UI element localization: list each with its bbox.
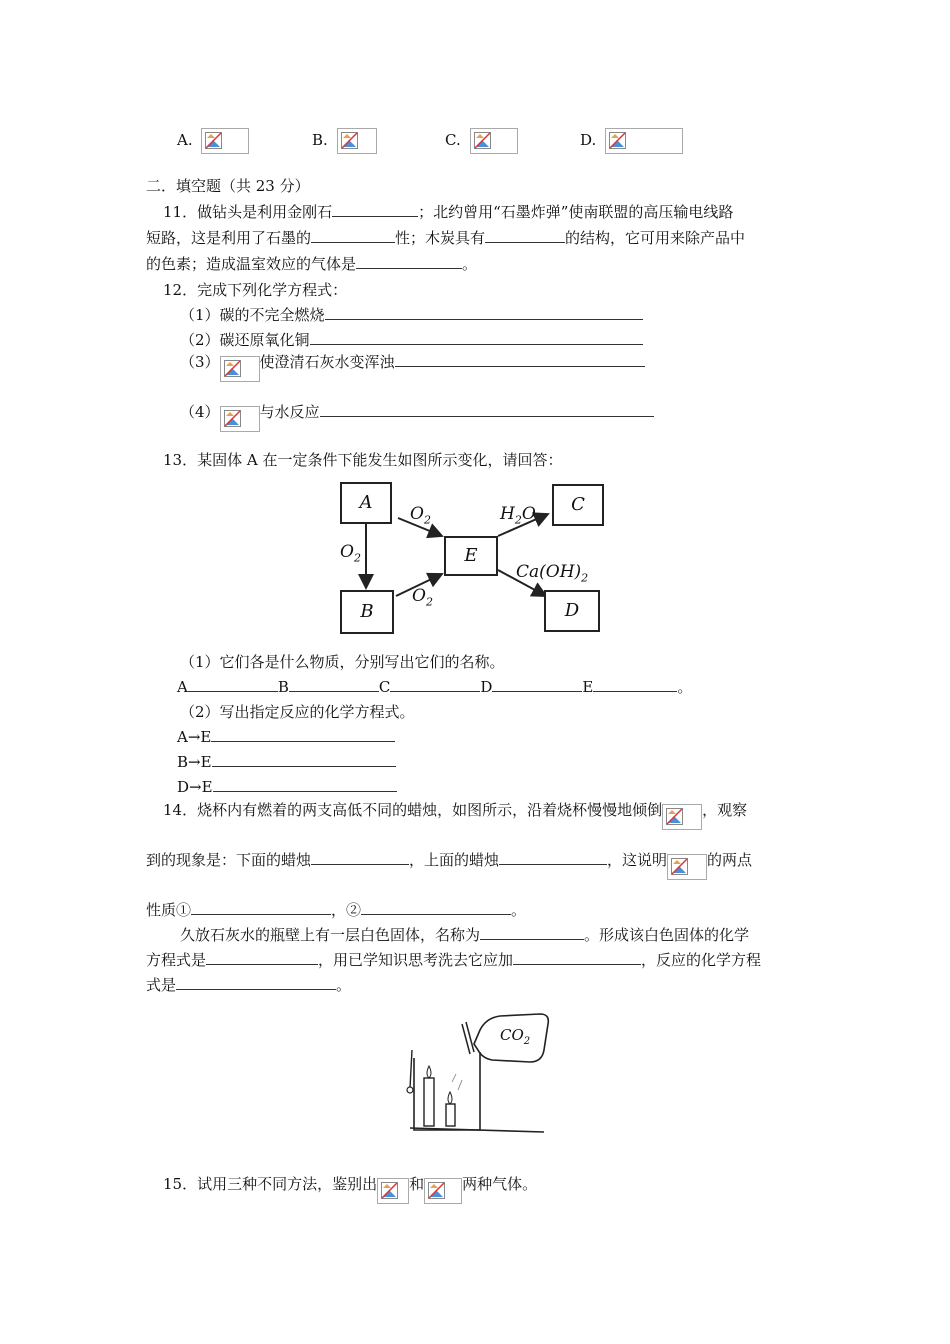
subscript: 2 bbox=[353, 551, 361, 565]
q14-text: 性质① bbox=[146, 901, 192, 919]
eq-label: B→E bbox=[177, 753, 212, 771]
q12-text: （1）碳的不完全燃烧 bbox=[180, 306, 325, 324]
answer-blank[interactable] bbox=[212, 752, 396, 767]
option-d bbox=[580, 128, 683, 154]
node-b: B bbox=[340, 590, 394, 634]
broken-image-icon bbox=[201, 128, 249, 154]
q12-item4 bbox=[180, 402, 654, 432]
q14-text: ，② bbox=[331, 901, 362, 919]
answer-blank[interactable] bbox=[310, 330, 643, 345]
subscript: 2 bbox=[423, 513, 431, 527]
q11-text: 11．做钻头是利用金刚石 bbox=[163, 203, 333, 221]
answer-blank[interactable] bbox=[188, 677, 278, 692]
q14-text: ，上面的蜡烛 bbox=[409, 851, 500, 869]
q11-line3 bbox=[146, 254, 477, 274]
answer-blank[interactable] bbox=[513, 950, 641, 965]
q12-item1 bbox=[180, 305, 643, 325]
q14-line2 bbox=[146, 850, 752, 880]
q13-names bbox=[177, 677, 692, 697]
answer-blank[interactable] bbox=[320, 402, 654, 417]
name-label: A bbox=[177, 678, 188, 696]
broken-image-icon bbox=[667, 854, 707, 880]
broken-image-icon bbox=[470, 128, 518, 154]
q11-text: 。 bbox=[462, 255, 478, 273]
answer-blank[interactable] bbox=[176, 975, 336, 990]
answer-blank[interactable] bbox=[311, 228, 395, 243]
q13-sub1: （1）它们各是什么物质，分别写出它们的名称。 bbox=[180, 653, 505, 671]
option-c-label: C. bbox=[445, 131, 461, 149]
q12-text: 与水反应 bbox=[259, 403, 320, 421]
q11-text: ；北约曾用“石墨炸弹”使南联盟的高压输电线路 bbox=[418, 203, 734, 221]
label-o2-top bbox=[410, 504, 431, 526]
answer-blank[interactable] bbox=[499, 850, 607, 865]
q14-text: 。形成该白色固体的化学 bbox=[584, 926, 750, 944]
answer-blank[interactable] bbox=[485, 228, 565, 243]
q13-eq1 bbox=[177, 727, 395, 747]
label-caoh2 bbox=[516, 562, 588, 584]
q12-text: 使澄清石灰水变浑浊 bbox=[259, 353, 395, 371]
option-a bbox=[177, 128, 249, 154]
answer-blank[interactable] bbox=[206, 950, 318, 965]
q14-text: ，用已学知识思考洗去它应加 bbox=[318, 951, 514, 969]
answer-blank[interactable] bbox=[593, 677, 677, 692]
answer-blank[interactable] bbox=[191, 900, 331, 915]
broken-image-icon bbox=[377, 1178, 409, 1204]
label-o-text: O bbox=[521, 504, 536, 524]
node-e: E bbox=[444, 536, 498, 576]
q14-text: 式是 bbox=[146, 976, 177, 994]
label-o2-bottom bbox=[412, 586, 433, 608]
q14-text: 到的现象是：下面的蜡烛 bbox=[146, 851, 312, 869]
q12-text: （4） bbox=[180, 403, 220, 421]
answer-blank[interactable] bbox=[325, 305, 643, 320]
q12-item3 bbox=[180, 352, 645, 382]
q14-line3 bbox=[146, 900, 526, 920]
name-label: 。 bbox=[677, 678, 693, 696]
option-a-label: A. bbox=[177, 131, 193, 149]
q14-text: 。 bbox=[336, 976, 352, 994]
q11-line1 bbox=[163, 202, 733, 222]
label-h-text: H bbox=[500, 504, 515, 524]
name-label: D bbox=[480, 678, 493, 696]
name-label: C bbox=[378, 678, 391, 696]
section-title: 二．填空题（共 23 分） bbox=[146, 177, 310, 195]
co2-pouring-illustration bbox=[400, 1010, 550, 1140]
q15-text: 和 bbox=[409, 1175, 425, 1193]
eq-label: D→E bbox=[177, 778, 213, 796]
node-d: D bbox=[544, 590, 600, 632]
answer-blank[interactable] bbox=[311, 850, 409, 865]
label-o2-text: O bbox=[410, 504, 424, 524]
q11-text: 性；木炭具有 bbox=[395, 229, 486, 247]
q12-text: （3） bbox=[180, 353, 220, 371]
option-d-label: D. bbox=[580, 131, 597, 149]
q13-title: 13．某固体 A 在一定条件下能发生如图所示变化，请回答： bbox=[163, 451, 563, 469]
answer-blank[interactable] bbox=[492, 677, 582, 692]
q14-text: 。 bbox=[511, 901, 527, 919]
subscript: 2 bbox=[581, 571, 589, 585]
q15-text: 15．试用三种不同方法，鉴别出 bbox=[163, 1175, 378, 1193]
answer-blank[interactable] bbox=[211, 727, 395, 742]
answer-blank[interactable] bbox=[390, 677, 480, 692]
q11-text: 的结构，它可用来除产品中 bbox=[565, 229, 746, 247]
subscript: 2 bbox=[523, 1036, 531, 1047]
answer-blank[interactable] bbox=[332, 202, 418, 217]
label-h2o bbox=[500, 504, 536, 526]
option-b bbox=[312, 128, 377, 154]
answer-blank[interactable] bbox=[361, 900, 511, 915]
q15-line bbox=[163, 1174, 537, 1204]
broken-image-icon bbox=[605, 128, 683, 154]
broken-image-icon bbox=[337, 128, 377, 154]
q14-text: ，观察 bbox=[702, 801, 748, 819]
q14-text: ，反应的化学方程 bbox=[641, 951, 762, 969]
reaction-diagram bbox=[330, 478, 610, 638]
q12-title: 12．完成下列化学方程式： bbox=[163, 281, 348, 299]
bottle-label bbox=[500, 1026, 530, 1047]
node-a: A bbox=[340, 482, 392, 524]
answer-blank[interactable] bbox=[289, 677, 379, 692]
q14-para-line2 bbox=[146, 950, 761, 970]
q14-line1 bbox=[163, 800, 747, 830]
q14-text: 14．烧杯内有燃着的两支高低不同的蜡烛，如图所示，沿着烧杯慢慢地倾倒 bbox=[163, 801, 663, 819]
q14-para-line3 bbox=[146, 975, 351, 995]
node-c: C bbox=[552, 484, 604, 526]
q11-line2 bbox=[146, 228, 745, 248]
q15-text: 两种气体。 bbox=[462, 1175, 538, 1193]
q13-sub2: （2）写出指定反应的化学方程式。 bbox=[180, 703, 415, 721]
name-label: B bbox=[277, 678, 289, 696]
name-label: E bbox=[582, 678, 594, 696]
q11-text: 的色素；造成温室效应的气体是 bbox=[146, 255, 357, 273]
broken-image-icon bbox=[424, 1178, 462, 1204]
option-c bbox=[445, 128, 518, 154]
q12-text: （2）碳还原氧化铜 bbox=[180, 331, 310, 349]
answer-blank[interactable] bbox=[356, 254, 462, 269]
subscript: 2 bbox=[425, 595, 433, 609]
eq-label: A→E bbox=[177, 728, 212, 746]
label-caoh-text: Ca(OH) bbox=[516, 562, 582, 582]
answer-blank[interactable] bbox=[395, 352, 645, 367]
label-o2-text: O bbox=[412, 586, 426, 606]
bottle-label-text: CO bbox=[500, 1026, 524, 1044]
q14-text: ，这说明 bbox=[607, 851, 668, 869]
q14-text: 久放石灰水的瓶壁上有一层白色固体，名称为 bbox=[180, 926, 481, 944]
label-o2-left bbox=[340, 542, 361, 564]
broken-image-icon bbox=[220, 356, 260, 382]
option-b-label: B. bbox=[312, 131, 328, 149]
q13-eq2 bbox=[177, 752, 396, 772]
label-o2-text: O bbox=[340, 542, 354, 562]
q14-text: 方程式是 bbox=[146, 951, 207, 969]
answer-blank[interactable] bbox=[480, 925, 584, 940]
answer-blank[interactable] bbox=[213, 777, 397, 792]
q14-para-line1 bbox=[180, 925, 749, 945]
q12-item2 bbox=[180, 330, 643, 350]
broken-image-icon bbox=[662, 804, 702, 830]
subscript: 2 bbox=[514, 513, 522, 527]
q14-text: 的两点 bbox=[707, 851, 753, 869]
q11-text: 短路，这是利用了石墨的 bbox=[146, 229, 312, 247]
q13-eq3 bbox=[177, 777, 397, 797]
broken-image-icon bbox=[220, 406, 260, 432]
